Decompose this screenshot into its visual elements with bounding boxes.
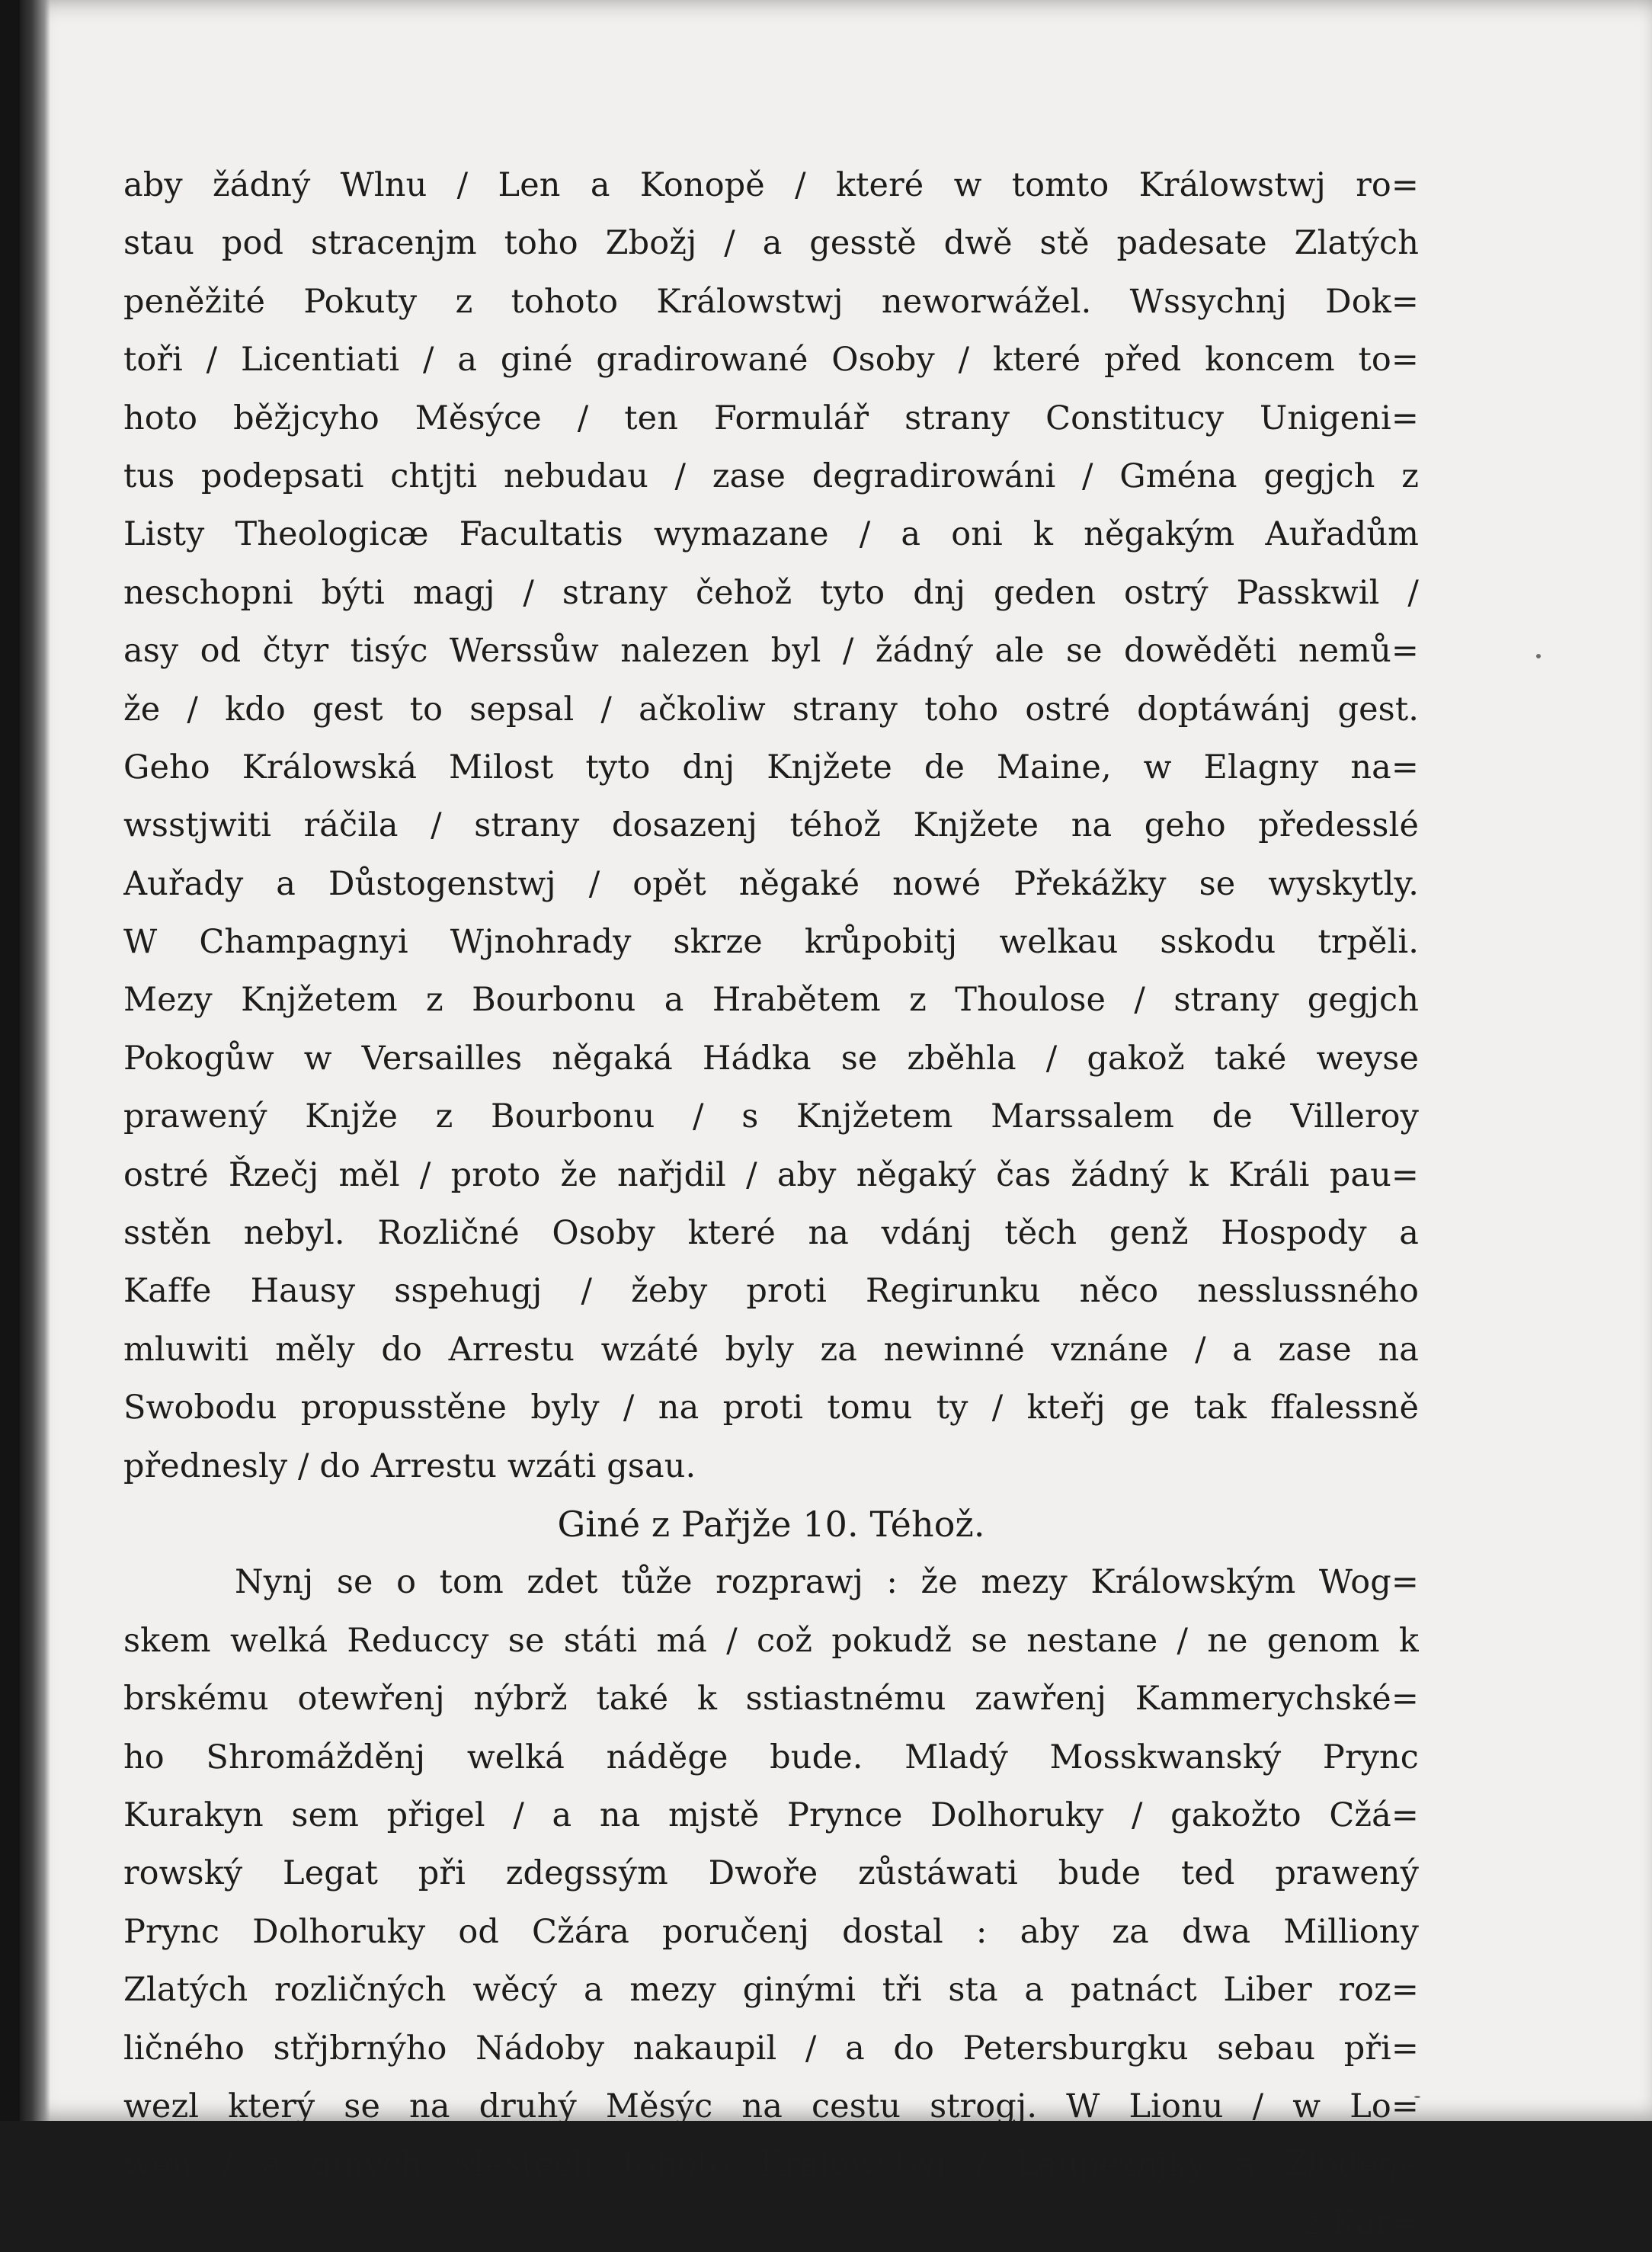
text-line: Kurakyn sem přigel / a na mjstě Prynce Dolhoruky / gakožto Cžá= [123,1796,1419,1834]
text-line: W Champagnyi Wjnohrady skrze krůpobitj welkau sskodu trpěli. [123,923,1419,962]
text-line: wezl který se na druhý Měsýc na cestu strogj. W Lionu / w Lo= [123,2087,1419,2125]
text-line: přednesly / do Arrestu wzáti gsau. [123,1446,696,1485]
text-line: Geho Králowská Milost tyto dnj Knjžete de Maine, w Elagny na= [123,748,1419,786]
text-line: asy od čtyr tisýc Werssůw nalezen byl / žádný ale se dowěděti nemů= [123,632,1419,671]
text-line: hoto běžjcyho Měsýce / ten Formulář strany Constitucy Unigeni= [123,399,1419,437]
text-line: Nynj se o tom zdet tůže rozprawj : že mezy Králowským Wog= [235,1563,1419,1602]
text-line: toři / Licentiati / a giné gradirowané Osoby / které před koncem to= [123,341,1419,380]
text-line: Zlatých rozličných wěcý a mezy ginými tři sta a patnáct Liber roz= [123,1971,1419,2010]
text-line: rowský Legat při zdegssým Dwoře zůstáwati bude ted prawený [123,1854,1419,1893]
text-line: prawený Knjže z Bourbonu / s Knjžetem Marssalem de Villeroy [123,1097,1419,1136]
section-heading: Giné z Pařjže 10. Téhož. [557,1503,985,1545]
paper-speck [1536,654,1541,658]
text-line: mluwiti měly do Arrestu wzáté byly za newinné vznáne / a zase na [123,1330,1419,1369]
text-line: aby žádný Wlnu / Len a Konopě / které w tomto Králowstwj ro= [123,166,1419,204]
text-line: wen / a giných Městech tohoto Kralowstwj / Laupežnjky a Zlodège [123,2145,1419,2184]
text-line: peněžité Pokuty z tohoto Králowstwj neworwážel. Wssychnj Dok= [123,282,1419,321]
text-line: ostré Řzečj měl / proto že nařjdil / aby něgaký čas žádný k Králi pau= [123,1155,1419,1194]
binding-edge [20,0,50,2121]
text-line: že / kdo gest to sepsal / ačkoliw strany toho ostré doptáwánj gest. [123,690,1419,729]
text-line: stau pod stracenjm toho Zbožj / a gesstě dwě stě padesate Zlatých [123,224,1419,263]
text-line: wsstjwiti ráčila / strany dosazenj téhož Knjžete na geho předesslé [123,806,1419,845]
catchword: z Kar= [1303,2203,1419,2242]
text-line: Auřady a Důstogenstwj / opět něgaké nowé Překážky se wyskytly. [123,864,1419,903]
text-line: sstěn nebyl. Rozličné Osoby které na vdánj těch genž Hospody a [123,1214,1419,1253]
text-line: Pokogůw w Versailles něgaká Hádka se zběhla / gakož také weyse [123,1039,1419,1078]
text-line: skem welká Reduccy se státi má / což pokudž se nestane / ne genom k [123,1621,1419,1660]
text-line: Mezy Knjžetem z Bourbonu a Hrabětem z Thoulose / strany gegjch [123,981,1419,1020]
text-line: ličného střjbrnýho Nádoby nakaupil / a do Petersburgku sebau při= [123,2029,1419,2068]
text-line: Prync Dolhoruky od Cžára poručenj dostal : aby za dwa Milliony [123,1912,1419,1951]
text-line: tus podepsati chtjti nebudau / zase degradirowáni / Gména gegjch z [123,456,1419,495]
page-text [123,156,1419,2252]
text-line: Swobodu propusstěne byly / na proti tomu ty / kteřj ge tak ffalessně [123,1389,1419,1427]
text-line: brskému otewřenj nýbrž také k sstiastnému zawřenj Kammerychské= [123,1680,1419,1719]
text-line: neschopni býti magj / strany čehož tyto dnj geden ostrý Passkwil / [123,573,1419,612]
text-line: Listy Theologicæ Facultatis wymazane / a oni k něgakým Auřadům [123,515,1419,554]
text-line: Kaffe Hausy sspehugj / žeby proti Regirunku něco nesslussného [123,1272,1419,1311]
text-line: ho Shromážděnj welká náděge bude. Mladý Mosskwanský Prync [123,1738,1419,1776]
